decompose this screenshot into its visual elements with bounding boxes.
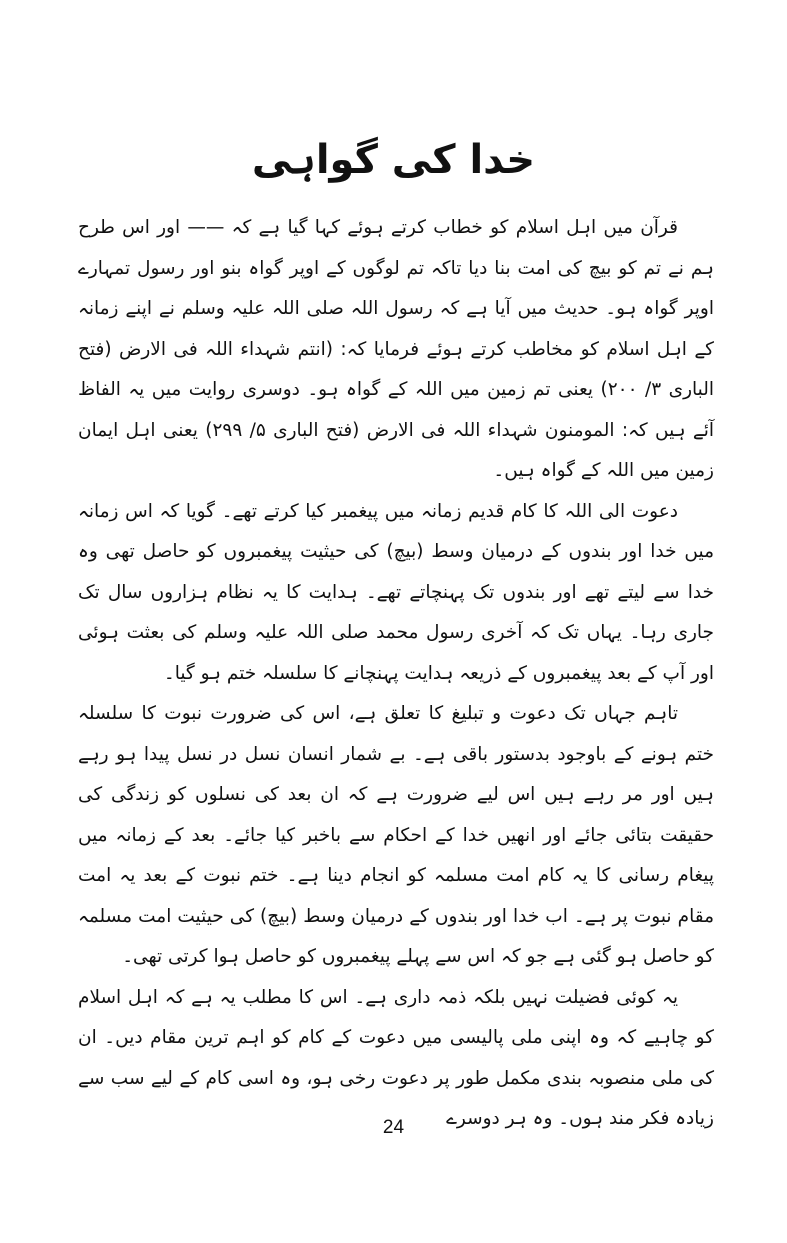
paragraph-4: یہ کوئی فضیلت نہیں بلکہ ذمہ داری ہے۔ اس کا مطلب یہ ہے کہ اہل اسلام کو چاہیے کہ وہ اپنی ملی پالیسی میں دعوت کے کام کو اہم ترین مقام دیں۔ ان کی ملی منصوبہ بندی مکمل طور پر دعوت رخی ہو، وہ اسی کام کے لیے سب سے زیادہ فکر مند ہوں۔ وہ ہر دوسرے [78,986,714,1129]
paragraph-3: تاہم جہاں تک دعوت و تبلیغ کا تعلق ہے، اس کی ضرورت نبوت کا سلسلہ ختم ہونے کے باوجود بدستور باقی ہے۔ بے شمار انسان نسل در نسل پیدا ہو رہے ہیں اور مر رہے ہیں اس لیے ضرورت ہے کہ ان بعد کی نسلوں کو زندگی کی حقیقت بتائی جائے اور انھیں خدا کے احکام سے باخبر کیا جائے۔ بعد کے زمانہ میں پیغام رسانی کا یہ کام امت مسلمہ کو انجام دینا ہے۔ ختم نبوت کے بعد یہ امت مقام نبوت پر ہے۔ اب خدا اور بندوں کے درمیان وسط (بیچ) کی حیثیت امت مسلمہ کو حاصل ہو گئی ہے جو کہ اس سے پہلے پیغمبروں کو حاصل ہوا کرتی تھی۔ [78,703,714,967]
page-title: خدا کی گواہی [251,137,536,183]
page-number: 24 [382,1117,405,1138]
paragraph-1: قرآن میں اہل اسلام کو خطاب کرتے ہوئے کہا گیا ہے کہ —— اور اس طرح ہم نے تم کو بیچ کی امت بنا دیا تاکہ تم لوگوں کے اوپر گواہ بنو اور رسول تمہارے اوپر گواہ ہو۔ حدیث میں آیا ہے کہ رسول اللہ صلی اللہ علیہ وسلم نے اپنے زمانہ کے اہل اسلام کو مخاطب کرتے ہوئے فرمایا کہ: (انتم شہداء اللہ فی الارض (فتح الباری ۳/ ۲۰۰) یعنی تم زمین میں اللہ کے گواہ ہو۔ دوسری روایت میں یہ الفاظ آئے ہیں کہ: المومنون شہداء اللہ فی الارض (فتح الباری ۵/ ۲۹۹) یعنی اہل ایمان زمین میں اللہ کے گواہ ہیں۔ [78,217,714,481]
paragraph-2: دعوت الی اللہ کا کام قدیم زمانہ میں پیغمبر کیا کرتے تھے۔ گویا کہ اس زمانہ میں خدا اور بندوں کے درمیان وسط (بیچ) کی حیثیت پیغمبروں کو حاصل تھی وہ خدا سے لیتے تھے اور بندوں تک پہنچاتے تھے۔ ہدایت کا یہ نظام ہزاروں سال تک جاری رہا۔ یہاں تک کہ آخری رسول محمد صلی اللہ علیہ وسلم کی بعثت ہوئی اور آپ کے بعد پیغمبروں کے ذریعہ ہدایت پہنچانے کا سلسلہ ختم ہو گیا۔ [78,500,714,684]
body-text [78,208,714,1140]
